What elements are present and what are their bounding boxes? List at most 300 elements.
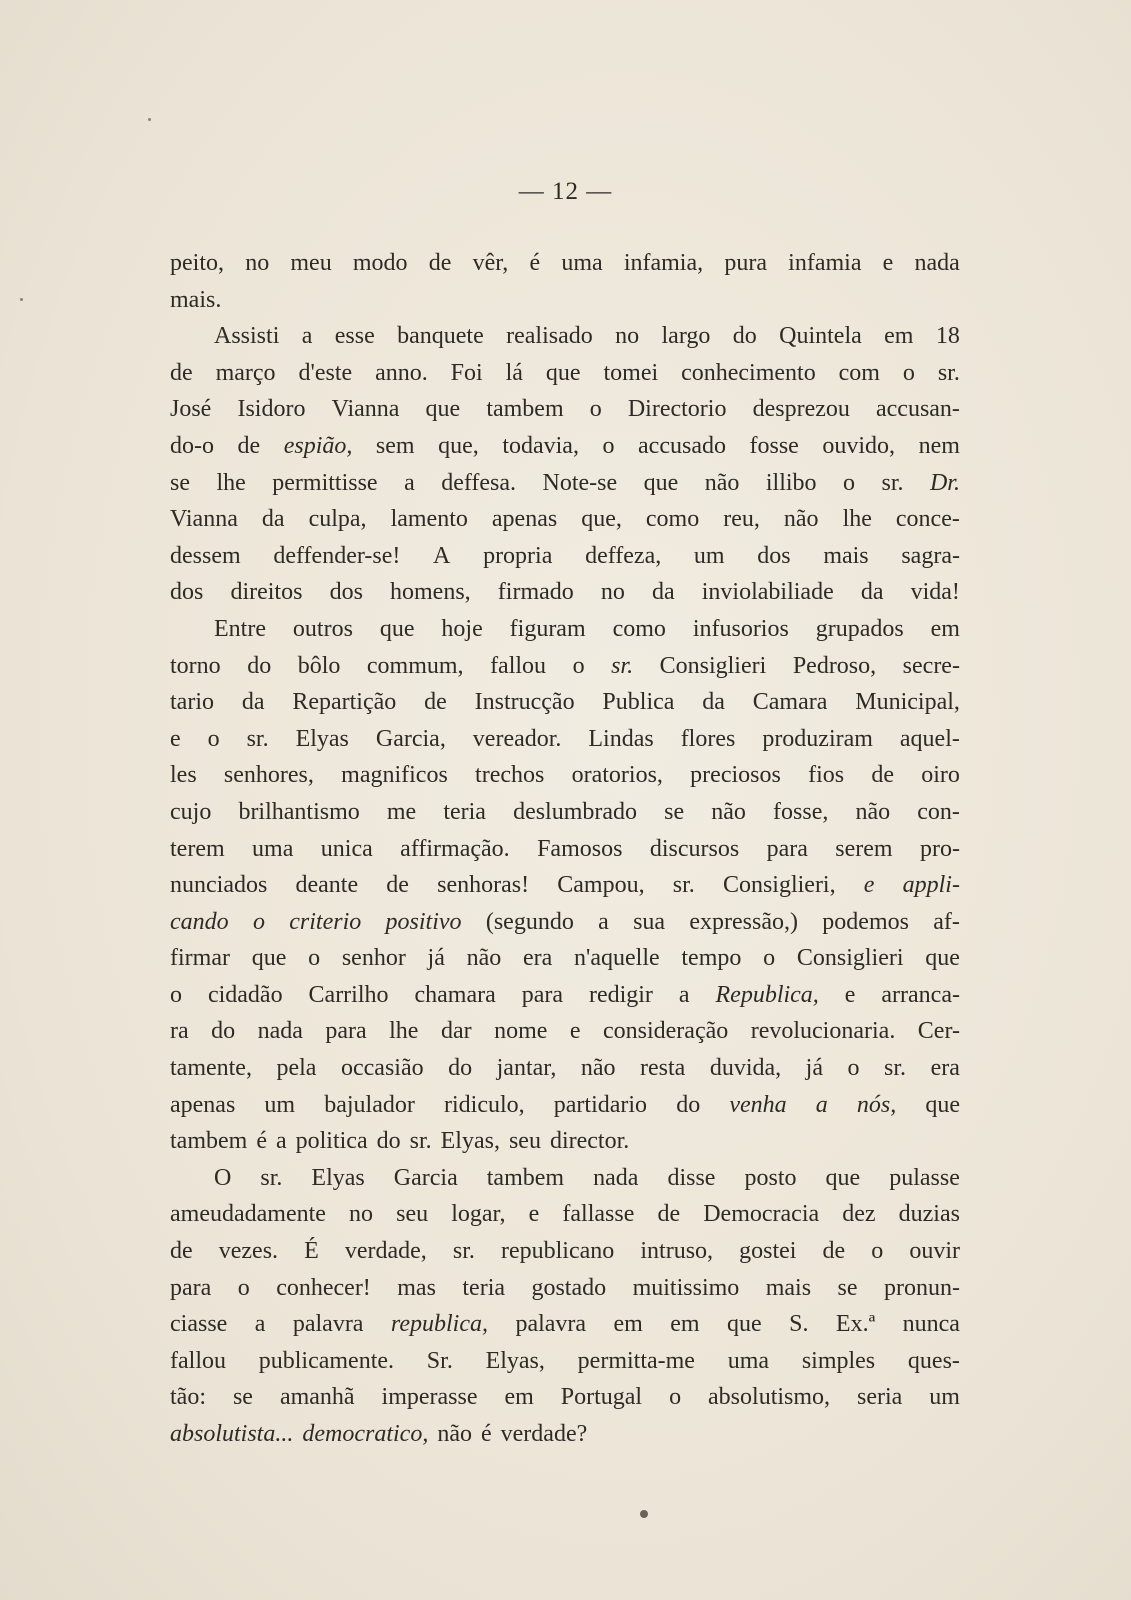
word: no <box>600 579 625 606</box>
word: Assisti <box>214 323 280 350</box>
word: do-o <box>170 432 214 459</box>
word: reu, <box>723 506 760 533</box>
text-line <box>170 1379 960 1416</box>
word: apenas <box>170 1091 236 1118</box>
word: redigir <box>588 981 653 1008</box>
word: no <box>615 323 640 350</box>
word: de <box>170 359 193 386</box>
word: para <box>170 1274 212 1301</box>
text-line <box>170 611 960 648</box>
word: o <box>763 945 776 972</box>
word: que <box>727 1311 762 1338</box>
word: de <box>386 872 409 899</box>
word: um <box>693 542 725 569</box>
word: se <box>170 469 190 496</box>
word: uma <box>252 835 294 862</box>
word: nada <box>593 1164 639 1191</box>
word: bôlo <box>297 652 341 679</box>
text-line <box>170 648 960 685</box>
word: deslumbrado <box>513 798 638 825</box>
word: oiro <box>921 762 960 789</box>
italic-word: positivo <box>385 908 462 935</box>
word: esse <box>334 323 375 350</box>
word: dos <box>757 542 791 569</box>
word: muitissimo <box>632 1274 740 1301</box>
word: dessem <box>170 542 241 569</box>
word: tambem <box>170 1128 248 1155</box>
word: flores <box>680 725 736 752</box>
word: que <box>825 1164 861 1191</box>
word: amanhã <box>279 1384 355 1411</box>
text-line <box>170 538 960 575</box>
word: como <box>612 615 666 642</box>
word: no <box>349 1201 374 1228</box>
word: resta <box>640 1055 686 1082</box>
word: ciasse <box>170 1311 228 1338</box>
text-line <box>170 867 960 904</box>
word: fallasse <box>562 1201 635 1228</box>
word: n'aquelle <box>574 945 660 972</box>
word: e <box>882 250 894 276</box>
word: tão: <box>170 1384 206 1411</box>
word: Cer- <box>917 1018 960 1045</box>
text-line <box>170 940 960 977</box>
word: serem <box>835 835 893 862</box>
word: vida! <box>910 579 960 606</box>
italic-word: Republica, <box>715 981 819 1008</box>
word: arranca- <box>881 981 960 1008</box>
word: culpa, <box>308 506 367 533</box>
word: secre- <box>902 652 960 679</box>
word: podemos <box>822 908 909 935</box>
word: nada <box>257 1018 303 1045</box>
word: não <box>855 798 891 825</box>
word: dez <box>842 1201 876 1228</box>
word: sr. <box>937 359 960 386</box>
italic-word: absolutista... <box>170 1421 294 1447</box>
italic-word: criterio <box>289 908 362 935</box>
text-line <box>170 318 960 355</box>
word: Famosos <box>537 835 623 862</box>
word: inviolabiliade <box>701 579 834 606</box>
word: senhor <box>341 945 406 972</box>
word: que, <box>438 432 479 459</box>
ink-mark <box>640 1510 648 1518</box>
word: sr. <box>409 1128 432 1155</box>
word: nome <box>494 1018 548 1045</box>
word: do <box>247 652 272 679</box>
word: 18 <box>935 323 960 350</box>
word: Democracia <box>703 1201 820 1228</box>
word: de <box>822 1238 846 1265</box>
word: seu <box>508 1128 541 1155</box>
word: Foi <box>450 359 483 386</box>
word: dos <box>170 579 204 606</box>
word: cidadão <box>207 981 283 1008</box>
word: do <box>211 1018 236 1045</box>
word: modo <box>352 250 408 276</box>
word: discursos <box>649 835 740 862</box>
text-line <box>170 1343 960 1380</box>
word: teria <box>462 1274 506 1301</box>
word: infamia <box>788 250 862 276</box>
word: absolutismo, <box>708 1384 831 1411</box>
word: era <box>930 1055 960 1082</box>
word: da <box>261 506 285 533</box>
word: que <box>425 396 461 423</box>
text-line <box>170 1160 960 1197</box>
word: magnificos <box>341 762 448 789</box>
text-line <box>170 1270 960 1307</box>
word: Campou, <box>557 872 645 899</box>
word: ouvir <box>909 1238 960 1265</box>
word: vêr, <box>472 250 509 276</box>
word: com <box>838 359 880 386</box>
word: como <box>645 506 700 533</box>
word: deante <box>295 872 359 899</box>
word: de <box>871 762 894 789</box>
word: Consiglieri, <box>722 872 836 899</box>
word: sr. <box>884 1055 907 1082</box>
word: do <box>732 323 757 350</box>
italic-word: e <box>863 872 875 899</box>
word: vereador. <box>472 725 562 752</box>
word: de <box>428 250 452 276</box>
italic-word: espião, <box>283 432 353 459</box>
word: nunca <box>902 1311 960 1338</box>
word: e <box>528 1201 540 1228</box>
word: accusan- <box>875 396 960 423</box>
paper-speck <box>148 118 151 121</box>
word: um <box>929 1384 960 1411</box>
word: tambem <box>486 1164 565 1191</box>
word: Publica <box>602 689 675 716</box>
word: não <box>704 469 740 496</box>
word: Consiglieri <box>796 945 904 972</box>
word: o <box>572 652 585 679</box>
word: imperasse <box>381 1384 478 1411</box>
text-line <box>170 757 960 794</box>
text-line <box>170 282 960 319</box>
word: fallou <box>490 652 547 679</box>
word: (segundo <box>485 908 574 935</box>
text-line <box>170 391 960 428</box>
word: consideração <box>602 1018 729 1045</box>
word: o <box>871 1238 884 1265</box>
word: permittisse <box>272 469 378 496</box>
word: de <box>170 1238 193 1265</box>
word: já <box>427 945 445 972</box>
word: se <box>232 1384 253 1411</box>
word: Portugal <box>560 1384 643 1411</box>
italic-word: cando <box>170 908 229 935</box>
word: Isidoro <box>237 396 306 423</box>
word: figuram <box>509 615 586 642</box>
word: não <box>711 798 746 825</box>
italic-word: o <box>252 908 265 935</box>
word: Elyas <box>311 1164 365 1191</box>
text-line <box>170 1233 960 1270</box>
word: d'este <box>298 359 353 386</box>
word: que <box>379 615 415 642</box>
word: conce- <box>895 506 960 533</box>
word: illibo <box>765 469 817 496</box>
word: disse <box>667 1164 716 1191</box>
word: e <box>844 981 856 1008</box>
word: teria <box>443 798 486 825</box>
text-line <box>170 1013 960 1050</box>
word: pronun- <box>883 1274 960 1301</box>
word: sua <box>633 908 666 935</box>
word: sr. <box>452 1238 475 1265</box>
word: A <box>433 542 451 569</box>
word: lhe <box>216 469 246 496</box>
word: março <box>215 359 276 386</box>
word: da <box>241 689 265 716</box>
word: ridiculo, <box>443 1091 525 1118</box>
word: propria <box>483 542 553 569</box>
word: Vianna <box>170 506 238 533</box>
word: o <box>170 981 182 1008</box>
text-line <box>170 1306 960 1343</box>
word: a <box>301 323 313 350</box>
word: sem <box>375 432 415 459</box>
word: O <box>214 1164 232 1191</box>
word: seu <box>396 1201 429 1228</box>
word: uma <box>727 1347 770 1374</box>
italic-word: appli- <box>902 872 960 899</box>
text-line <box>170 721 960 758</box>
word: do <box>676 1091 701 1118</box>
word: Elyas <box>295 725 349 752</box>
word: o <box>669 1384 682 1411</box>
word: seria <box>857 1384 903 1411</box>
word: em <box>884 323 914 350</box>
word: o <box>843 469 856 496</box>
word: mais <box>765 1274 812 1301</box>
word: não <box>783 506 819 533</box>
word: pro- <box>920 835 960 862</box>
word: sr. <box>672 872 695 899</box>
text-line <box>170 904 960 941</box>
word: preciosos <box>690 762 781 789</box>
word: fios <box>808 762 845 789</box>
word: cujo <box>170 798 212 825</box>
text-line <box>170 574 960 611</box>
word: torno <box>170 652 221 679</box>
word: era <box>523 945 553 972</box>
word: tomei <box>603 359 659 386</box>
text-line <box>170 794 960 831</box>
text-line <box>170 245 960 282</box>
word: pela <box>276 1055 317 1082</box>
text-line <box>170 1196 960 1233</box>
text-line <box>170 1050 960 1087</box>
word: Garcia, <box>375 725 446 752</box>
word: bajulador <box>324 1091 415 1118</box>
word: Repartição <box>292 689 397 716</box>
word: expressão,) <box>689 908 798 935</box>
word: de <box>657 1201 681 1228</box>
word: uma <box>561 250 603 276</box>
word: ques- <box>907 1347 960 1374</box>
italic-word: a <box>815 1091 828 1118</box>
text-line <box>170 1416 960 1453</box>
word: em <box>613 1311 643 1338</box>
text-line <box>170 1087 960 1124</box>
word: simples <box>801 1347 876 1374</box>
word: direitos <box>230 579 303 606</box>
word: o <box>847 1055 860 1082</box>
word: lhe <box>842 506 872 533</box>
word: realisado <box>506 323 593 350</box>
text-line <box>170 501 960 538</box>
text-line <box>170 465 960 502</box>
word: jantar, <box>496 1055 557 1082</box>
word: o <box>308 945 321 972</box>
word: tempo <box>681 945 742 972</box>
word: Garcia <box>393 1164 458 1191</box>
word: da <box>652 579 675 606</box>
word: dar <box>440 1018 472 1045</box>
page-number: — 12 — <box>518 178 613 205</box>
word: para <box>521 981 563 1008</box>
word: Vianna <box>331 396 400 423</box>
word: para <box>766 835 808 862</box>
text-line <box>170 355 960 392</box>
word: tamente, <box>170 1055 252 1082</box>
word: deffender-se! <box>273 542 401 569</box>
word: Camara <box>752 689 828 716</box>
word: nem <box>918 432 960 459</box>
text-line <box>170 977 960 1014</box>
word: Sr. <box>426 1347 453 1374</box>
word: fallou <box>170 1347 226 1374</box>
word: todavia, <box>502 432 579 459</box>
word: é <box>480 1421 492 1447</box>
word: gostei <box>739 1238 797 1265</box>
word: apenas <box>491 506 558 533</box>
word: oratorios, <box>571 762 663 789</box>
word: infusorios <box>692 615 789 642</box>
word: o <box>589 396 602 423</box>
word: não <box>437 1421 472 1447</box>
word: commum, <box>366 652 464 679</box>
word: Lindas <box>588 725 654 752</box>
word: ra <box>170 1018 189 1045</box>
word: em <box>930 615 960 642</box>
word: dos <box>329 579 363 606</box>
word: tambem <box>486 396 564 423</box>
text-line <box>170 831 960 868</box>
word: Pedroso, <box>792 652 877 679</box>
word: Entre <box>214 615 266 642</box>
text-line <box>170 1123 960 1160</box>
word: nunciados <box>170 872 268 899</box>
word: trechos <box>475 762 545 789</box>
word: do <box>376 1128 401 1155</box>
italic-word: republica, <box>390 1311 488 1338</box>
word: duvida, <box>709 1055 782 1082</box>
word: produziram <box>762 725 873 752</box>
word: largo <box>661 323 711 350</box>
italic-word: venha <box>729 1091 787 1118</box>
word: firmado <box>497 579 574 606</box>
word: palavra <box>515 1311 587 1338</box>
word: terem <box>170 835 225 862</box>
word: partidario <box>553 1091 648 1118</box>
word: mais. <box>170 286 222 313</box>
word: brilhantismo <box>238 798 360 825</box>
word: José <box>170 396 212 423</box>
word: af- <box>933 908 960 935</box>
word: que <box>251 945 287 972</box>
word: Instrucção <box>474 689 575 716</box>
word: director. <box>549 1128 630 1155</box>
word: chamara <box>414 981 496 1008</box>
word: Consiglieri <box>659 652 767 679</box>
word: o <box>237 1274 250 1301</box>
word: senhoras! <box>437 872 530 899</box>
word: palavra <box>292 1311 364 1338</box>
word: Quintela <box>779 323 862 350</box>
word: se <box>837 1274 858 1301</box>
word: accusado <box>638 432 726 459</box>
word: lamento <box>390 506 468 533</box>
word: Elyas, <box>485 1347 545 1374</box>
word: um <box>264 1091 296 1118</box>
word: con- <box>917 798 960 825</box>
word: pura <box>724 250 767 276</box>
word: republicano <box>500 1238 615 1265</box>
word: do <box>448 1055 473 1082</box>
word: e <box>569 1018 581 1045</box>
word: fosse <box>749 432 799 459</box>
word: Municipal, <box>855 689 960 716</box>
word: no <box>245 250 270 276</box>
word: verdade? <box>500 1421 588 1447</box>
word: a <box>678 981 690 1008</box>
word: ouvido, <box>822 432 896 459</box>
word: que <box>925 1091 960 1118</box>
word: firmar <box>170 945 230 972</box>
word: S. <box>789 1311 809 1338</box>
word: desprezou <box>752 396 850 423</box>
word: que <box>643 469 679 496</box>
italic-word: Dr. <box>929 469 960 496</box>
word: Ex.ª <box>835 1311 876 1338</box>
word: tario <box>170 689 214 716</box>
word: ameudadamente <box>170 1201 326 1228</box>
word: não <box>466 945 502 972</box>
word: e <box>170 725 181 752</box>
word: Carrilho <box>308 981 389 1008</box>
word: que <box>545 359 581 386</box>
text-line <box>170 428 960 465</box>
word: anno. <box>375 359 428 386</box>
word: da <box>702 689 725 716</box>
word: para <box>325 1018 367 1045</box>
word: unica <box>320 835 373 862</box>
word: me <box>386 798 417 825</box>
word: nada <box>914 250 960 276</box>
word: verdade, <box>344 1238 427 1265</box>
word: é <box>529 250 541 276</box>
word: lhe <box>389 1018 419 1045</box>
word: que, <box>581 506 622 533</box>
word: vezes. <box>218 1238 279 1265</box>
word: se <box>664 798 685 825</box>
